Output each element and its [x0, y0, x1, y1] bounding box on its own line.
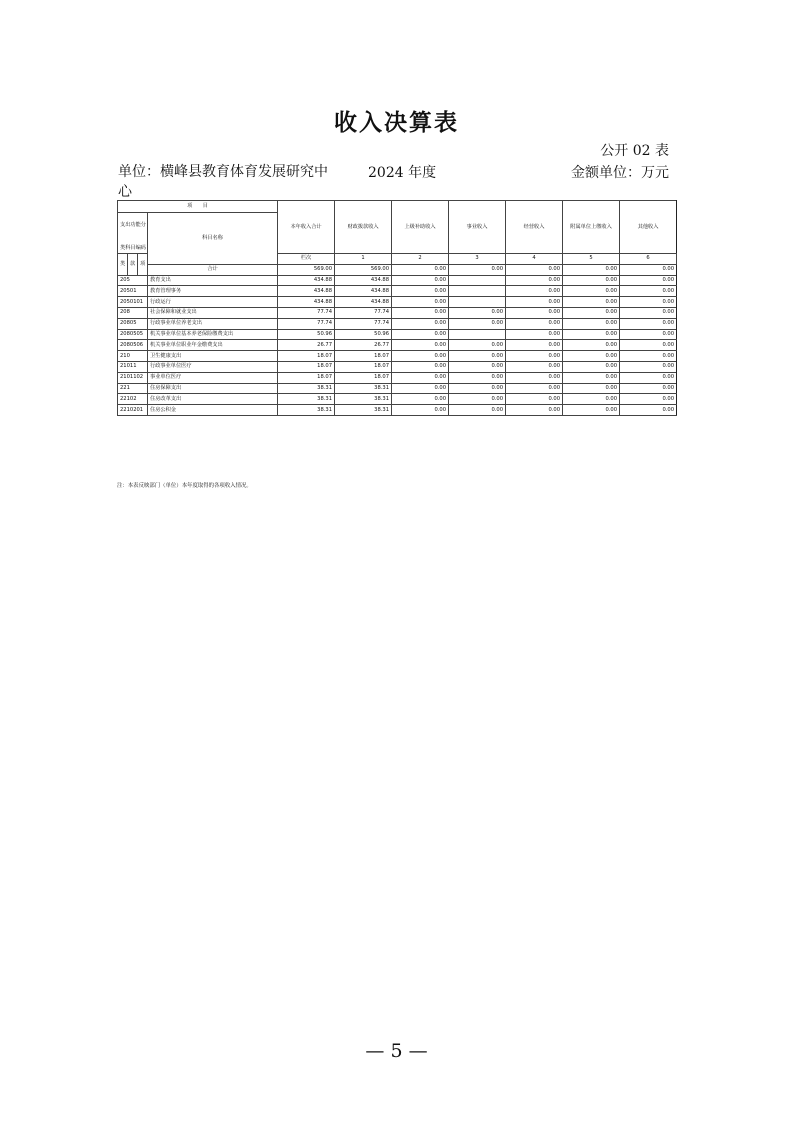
amount-cell: 0.00	[563, 297, 620, 308]
col-number: 3	[449, 254, 506, 265]
amount-cell: 0.00	[620, 372, 677, 383]
amount-cell: 38.31	[335, 405, 392, 416]
amount-cell: 0.00	[506, 297, 563, 308]
amount-cell: 0.00	[506, 361, 563, 372]
subject-name: 社会保障和就业支出	[148, 307, 278, 318]
column-header: 财政拨款收入	[335, 201, 392, 254]
amount-cell	[449, 297, 506, 308]
amount-cell	[449, 286, 506, 297]
table-note: 注：本表反映部门（单位）本年度取得的各项收入情况。	[117, 483, 252, 489]
amount-cell: 0.00	[620, 307, 677, 318]
amount-cell: 0.00	[449, 383, 506, 394]
amount-cell: 38.31	[278, 405, 335, 416]
subject-name: 教育管理事务	[148, 286, 278, 297]
table-row	[118, 329, 677, 340]
amount-cell: 0.00	[506, 340, 563, 351]
code-header	[118, 213, 148, 254]
table-row	[118, 297, 677, 308]
amount-cell	[449, 329, 506, 340]
amount-cell: 0.00	[563, 286, 620, 297]
amount-cell: 0.00	[392, 329, 449, 340]
subject-name-header: 科目名称	[148, 213, 278, 265]
amount-cell: 0.00	[392, 318, 449, 329]
amount-cell: 0.00	[392, 394, 449, 405]
amount-cell: 0.00	[506, 329, 563, 340]
fiscal-year: 2024 年度	[368, 165, 437, 181]
table-row	[118, 405, 677, 416]
amount-cell: 26.77	[335, 340, 392, 351]
amount-cell: 18.07	[335, 351, 392, 362]
total-value: 0.00	[620, 264, 677, 275]
amount-cell: 0.00	[620, 340, 677, 351]
subject-code: 22102	[118, 394, 148, 405]
amount-cell: 0.00	[392, 275, 449, 286]
col-number: 1	[335, 254, 392, 265]
amount-cell: 0.00	[392, 383, 449, 394]
amount-cell: 0.00	[392, 405, 449, 416]
amount-cell: 77.74	[278, 318, 335, 329]
subject-code: 2080505	[118, 329, 148, 340]
table-row	[118, 394, 677, 405]
page-title: 收入决算表	[334, 110, 459, 136]
amount-cell: 0.00	[506, 372, 563, 383]
amount-cell: 0.00	[620, 318, 677, 329]
amount-cell: 38.31	[278, 383, 335, 394]
total-value: 0.00	[449, 264, 506, 275]
column-header: 上级补助收入	[392, 201, 449, 254]
table-row	[118, 318, 677, 329]
amount-cell: 50.96	[278, 329, 335, 340]
table-row	[118, 307, 677, 318]
col-number: 5	[563, 254, 620, 265]
subject-code: 2080506	[118, 340, 148, 351]
amount-cell: 434.88	[335, 275, 392, 286]
subject-name: 机关事业单位基本养老保险缴费支出	[148, 329, 278, 340]
amount-cell: 0.00	[506, 351, 563, 362]
amount-cell: 18.07	[335, 372, 392, 383]
amount-cell: 0.00	[506, 275, 563, 286]
amount-unit: 金额单位：万元	[571, 165, 669, 181]
code-header-line2: 类科目编码	[120, 245, 146, 251]
column-header: 本年收入合计	[278, 201, 335, 254]
amount-cell: 0.00	[449, 405, 506, 416]
subject-name: 行政运行	[148, 297, 278, 308]
subject-code: 20805	[118, 318, 148, 329]
amount-cell: 434.88	[335, 286, 392, 297]
total-label: 合计	[148, 264, 278, 275]
column-header: 事业收入	[449, 201, 506, 254]
table-row	[118, 351, 677, 362]
amount-cell: 0.00	[620, 361, 677, 372]
amount-cell: 0.00	[620, 394, 677, 405]
amount-cell: 18.07	[278, 372, 335, 383]
code-header-line1: 支出功能分	[120, 222, 146, 228]
amount-cell: 0.00	[392, 372, 449, 383]
amount-cell: 0.00	[449, 361, 506, 372]
subject-code: 20501	[118, 286, 148, 297]
subject-code: 205	[118, 275, 148, 286]
col-number: 6	[620, 254, 677, 265]
amount-cell: 0.00	[449, 394, 506, 405]
total-value: 569.00	[335, 264, 392, 275]
amount-cell: 0.00	[392, 340, 449, 351]
amount-cell: 0.00	[392, 297, 449, 308]
subject-name: 机关事业单位职业年金缴费支出	[148, 340, 278, 351]
amount-cell: 0.00	[506, 394, 563, 405]
subject-name: 住房保障支出	[148, 383, 278, 394]
table-row	[118, 361, 677, 372]
amount-cell: 0.00	[563, 394, 620, 405]
amount-cell: 0.00	[506, 307, 563, 318]
amount-cell: 0.00	[449, 351, 506, 362]
amount-cell: 0.00	[620, 329, 677, 340]
amount-cell: 18.07	[335, 361, 392, 372]
subject-code: 210	[118, 351, 148, 362]
column-header: 附属单位上缴收入	[563, 201, 620, 254]
amount-cell: 0.00	[620, 351, 677, 362]
amount-cell: 38.31	[278, 394, 335, 405]
total-value: 569.00	[278, 264, 335, 275]
page-number: — 5 —	[365, 1040, 428, 1062]
amount-cell: 0.00	[620, 297, 677, 308]
amount-cell: 0.00	[449, 372, 506, 383]
form-number: 公开 02 表	[600, 143, 669, 159]
table-row	[118, 286, 677, 297]
amount-cell: 0.00	[506, 286, 563, 297]
subject-name: 行政事业单位医疗	[148, 361, 278, 372]
amount-cell: 0.00	[620, 275, 677, 286]
amount-cell: 0.00	[449, 340, 506, 351]
subject-code: 2210201	[118, 405, 148, 416]
project-header: 项 目	[118, 201, 278, 213]
amount-cell: 0.00	[392, 286, 449, 297]
amount-cell: 434.88	[278, 275, 335, 286]
amount-cell: 434.88	[278, 286, 335, 297]
subject-name: 教育支出	[148, 275, 278, 286]
col-number: 4	[506, 254, 563, 265]
table-row	[118, 372, 677, 383]
amount-cell: 26.77	[278, 340, 335, 351]
amount-cell: 0.00	[563, 361, 620, 372]
code-sub-section: 款	[128, 254, 138, 276]
subject-name: 事业单位医疗	[148, 372, 278, 383]
subject-name: 行政事业单位养老支出	[148, 318, 278, 329]
amount-cell: 18.07	[278, 351, 335, 362]
unit-label: 单位：横峰县教育体育发展研究中心	[118, 164, 328, 200]
amount-cell: 18.07	[278, 361, 335, 372]
amount-cell: 77.74	[278, 307, 335, 318]
subject-code: 208	[118, 307, 148, 318]
code-sub-item: 项	[138, 254, 148, 276]
amount-cell: 0.00	[620, 286, 677, 297]
amount-cell	[449, 275, 506, 286]
amount-cell: 0.00	[563, 340, 620, 351]
subject-name: 住房公积金	[148, 405, 278, 416]
amount-cell: 0.00	[392, 361, 449, 372]
subject-name: 卫生健康支出	[148, 351, 278, 362]
amount-cell: 434.88	[278, 297, 335, 308]
table-row	[118, 275, 677, 286]
table-row	[118, 340, 677, 351]
amount-cell: 0.00	[392, 351, 449, 362]
col-number: 2	[392, 254, 449, 265]
table-row	[118, 383, 677, 394]
total-value: 0.00	[392, 264, 449, 275]
amount-cell: 0.00	[392, 307, 449, 318]
amount-cell: 77.74	[335, 318, 392, 329]
amount-cell: 0.00	[563, 351, 620, 362]
amount-cell: 0.00	[506, 405, 563, 416]
amount-cell: 0.00	[506, 383, 563, 394]
total-value: 0.00	[506, 264, 563, 275]
amount-cell: 38.31	[335, 383, 392, 394]
amount-cell: 0.00	[563, 329, 620, 340]
amount-cell: 0.00	[563, 405, 620, 416]
subject-code: 2050101	[118, 297, 148, 308]
amount-cell: 0.00	[449, 307, 506, 318]
subject-name: 住房改革支出	[148, 394, 278, 405]
income-final-accounts-table	[117, 200, 677, 416]
subject-code: 2101102	[118, 372, 148, 383]
amount-cell: 0.00	[563, 372, 620, 383]
amount-cell: 0.00	[620, 405, 677, 416]
amount-cell: 0.00	[620, 383, 677, 394]
subject-code: 221	[118, 383, 148, 394]
amount-cell: 0.00	[563, 307, 620, 318]
amount-cell: 77.74	[335, 307, 392, 318]
amount-cell: 0.00	[506, 318, 563, 329]
total-value: 0.00	[563, 264, 620, 275]
amount-cell: 0.00	[563, 318, 620, 329]
amount-cell: 38.31	[335, 394, 392, 405]
column-header: 经营收入	[506, 201, 563, 254]
amount-cell: 0.00	[563, 383, 620, 394]
code-sub-class: 类	[118, 254, 128, 276]
amount-cell: 50.96	[335, 329, 392, 340]
row-index-label: 栏次	[278, 254, 335, 265]
amount-cell: 0.00	[449, 318, 506, 329]
amount-cell: 0.00	[563, 275, 620, 286]
column-header: 其他收入	[620, 201, 677, 254]
amount-cell: 434.88	[335, 297, 392, 308]
subject-code: 21011	[118, 361, 148, 372]
